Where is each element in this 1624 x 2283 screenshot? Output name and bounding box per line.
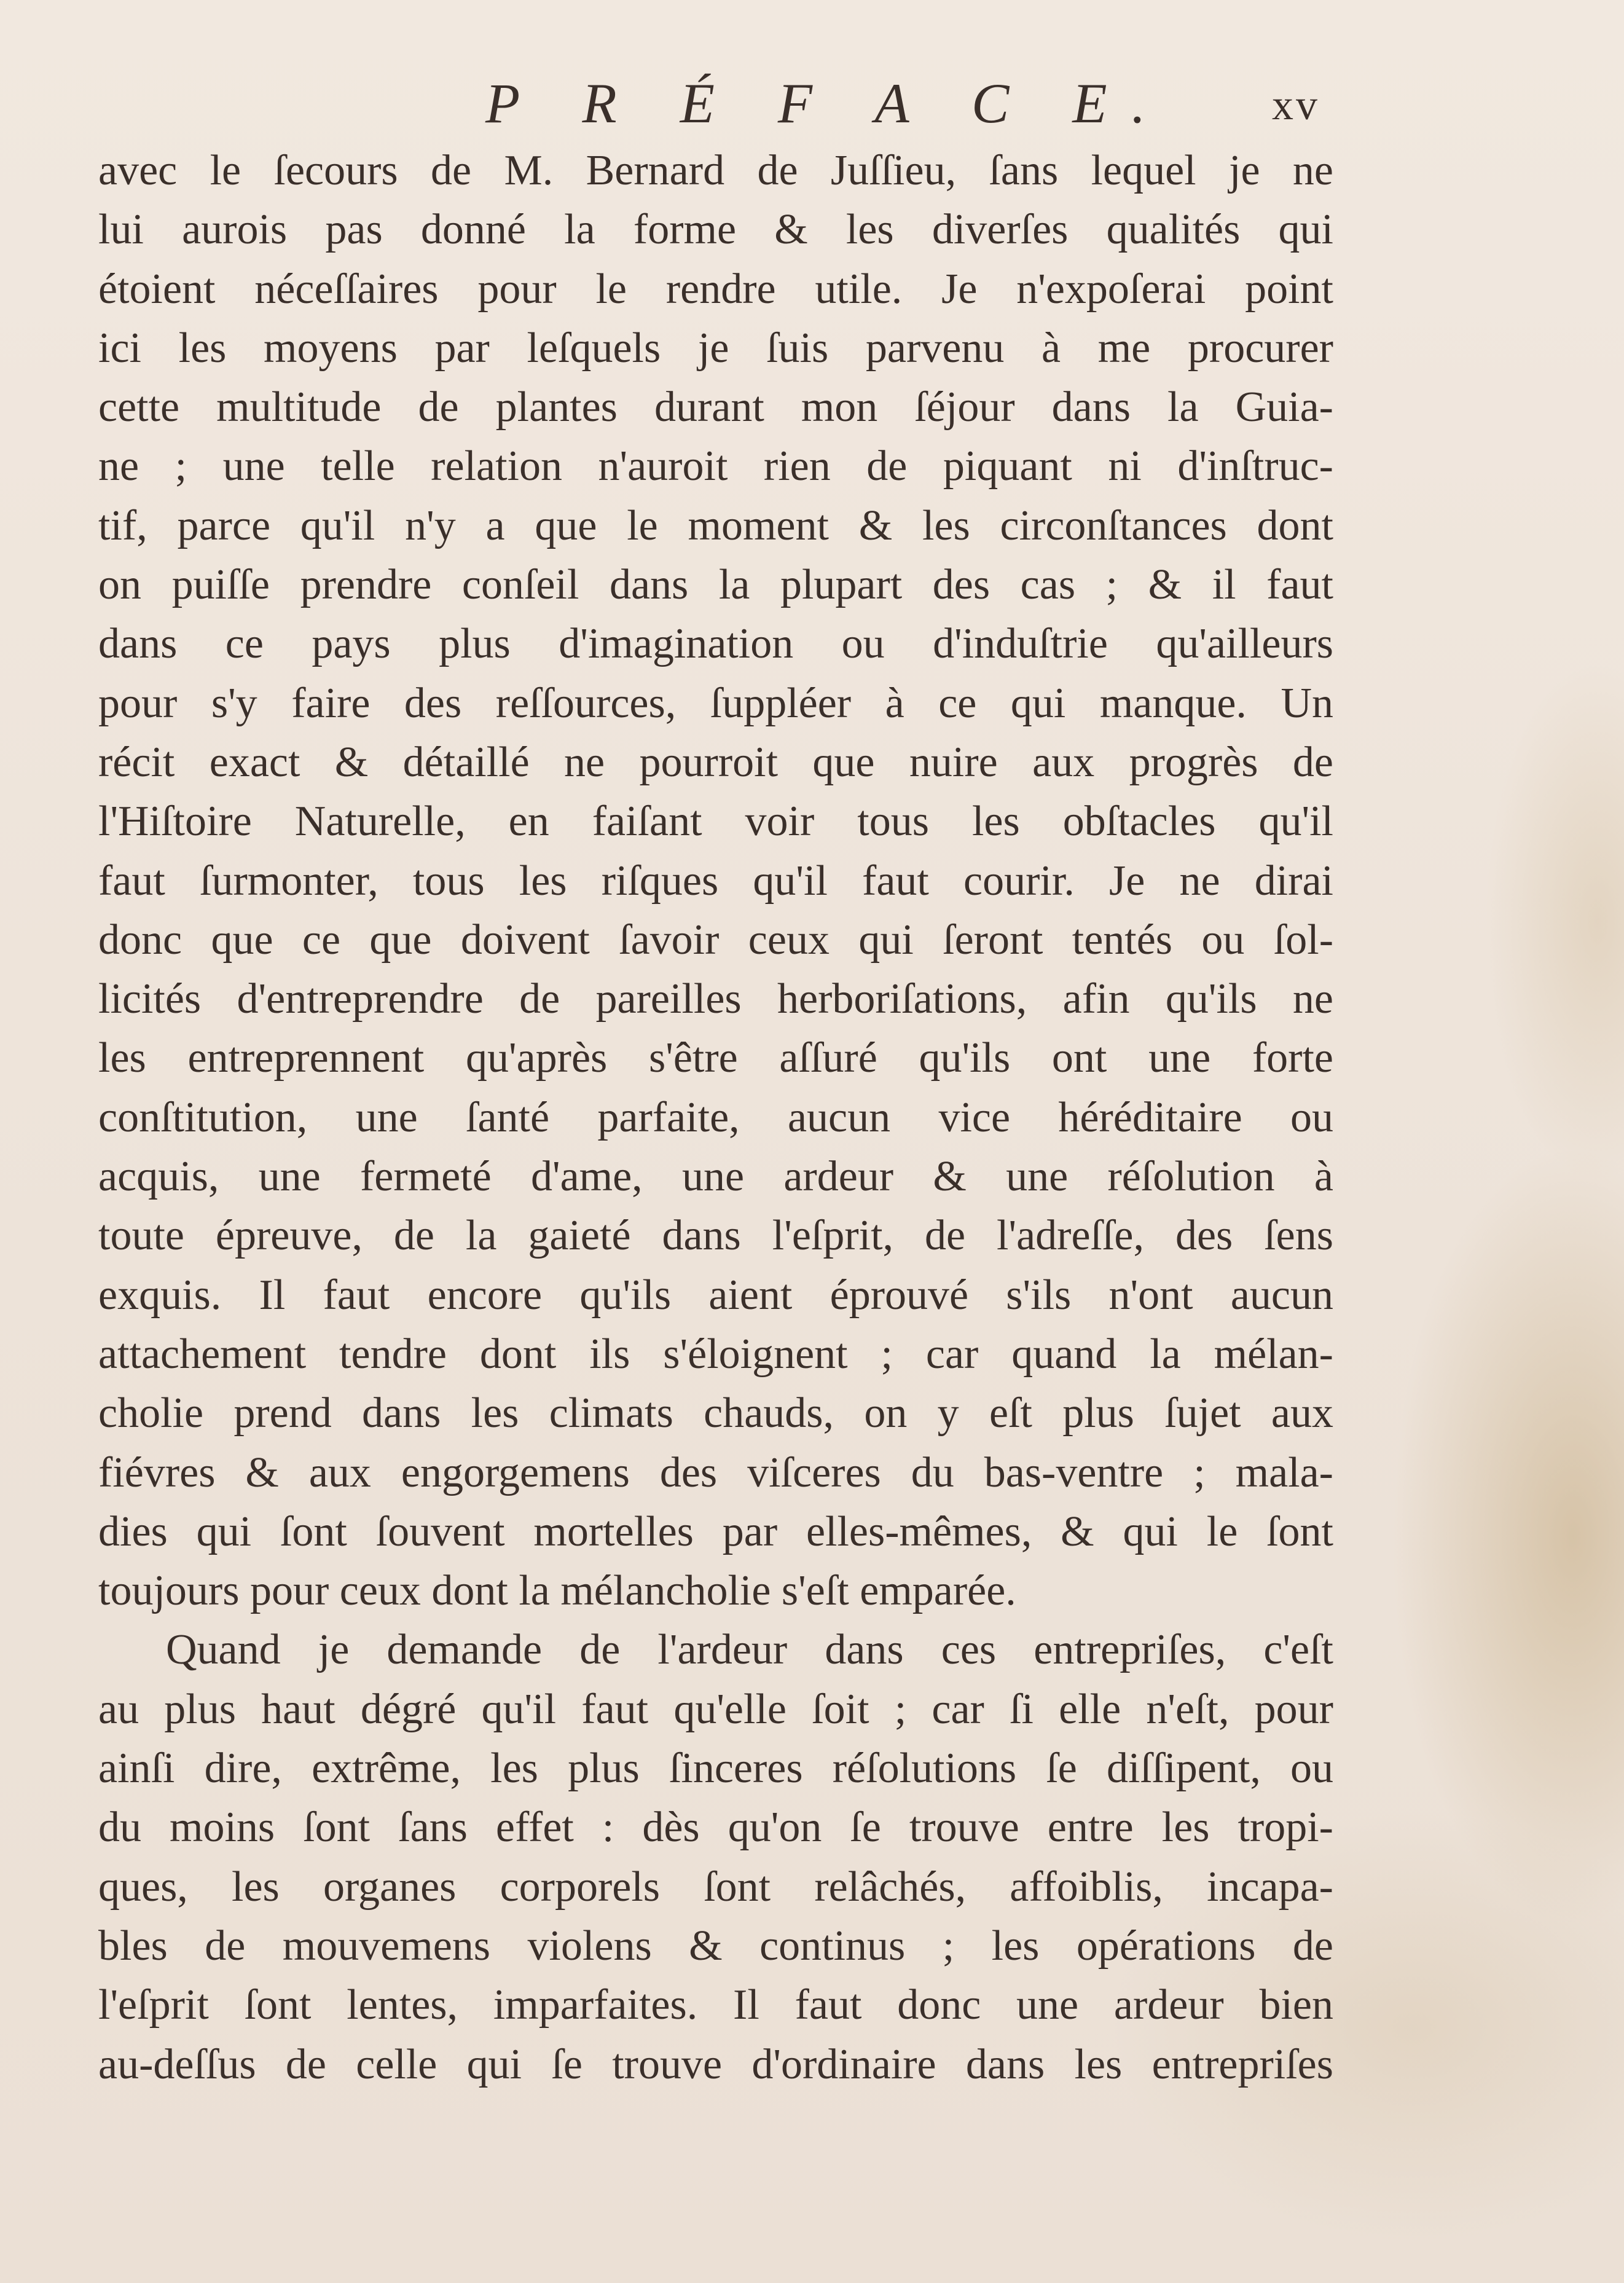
text-line: lui aurois pas donné la forme & les diverſes qualités qui: [98, 206, 1333, 254]
text-line: Quand je demande de l'ardeur dans ces entrepriſes, c'eſt: [166, 1626, 1333, 1674]
text-line: dies qui ſont ſouvent mortelles par elles-mêmes, & qui le ſont: [98, 1507, 1333, 1555]
text-line: avec le ſecours de M. Bernard de Juſſieu, ſans lequel je ne: [98, 147, 1333, 194]
body-text: [98, 141, 1333, 2094]
text-line: exquis. Il faut encore qu'ils aient éprouvé s'ils n'ont aucun: [98, 1271, 1333, 1319]
text-line: acquis, une fermeté d'ame, une ardeur & une réſolution à: [98, 1153, 1333, 1201]
text-line: cholie prend dans les climats chauds, on y eſt plus ſujet aux: [98, 1389, 1333, 1437]
text-line: on puiſſe prendre conſeil dans la plupart des cas ; & il faut: [98, 561, 1333, 609]
text-line: conſtitution, une ſanté parfaite, aucun vice héréditaire ou: [98, 1093, 1333, 1141]
text-line: récit exact & détaillé ne pourroit que nuire aux progrès de: [98, 738, 1333, 786]
text-line: faut ſurmonter, tous les riſques qu'il faut courir. Je ne dirai: [98, 857, 1333, 905]
text-line: ici les moyens par leſquels je ſuis parvenu à me procurer: [98, 324, 1333, 372]
text-line: l'eſprit ſont lentes, imparfaites. Il faut donc une ardeur bien: [98, 1981, 1333, 2029]
text-line: cette multitude de plantes durant mon ſéjour dans la Guia-: [98, 383, 1333, 431]
text-line: du moins ſont ſans effet : dès qu'on ſe trouve entre les tropi-: [98, 1804, 1333, 1852]
page-number: xv: [1272, 82, 1320, 129]
text-line: ainſi dire, extrême, les plus ſinceres réſolutions ſe diſſipent, ou: [98, 1745, 1333, 1793]
text-line: l'Hiſtoire Naturelle, en faiſant voir tous les obſtacles qu'il: [98, 798, 1333, 846]
running-head: [0, 66, 1624, 140]
text-line: au-deſſus de celle qui ſe trouve d'ordinaire dans les entrepriſes: [98, 2040, 1333, 2088]
text-line: ques, les organes corporels ſont relâchés, affoiblis, incapa-: [98, 1863, 1333, 1911]
text-line: attachement tendre dont ils s'éloignent ; car quand la mélan-: [98, 1330, 1333, 1378]
text-line: toute épreuve, de la gaieté dans l'eſprit, de l'adreſſe, des ſens: [98, 1212, 1333, 1260]
text-line: fiévres & aux engorgemens des viſceres du bas-ventre ; mala-: [98, 1448, 1333, 1496]
text-line: ne ; une telle relation n'auroit rien de piquant ni d'inſtruc-: [98, 442, 1333, 490]
text-line: donc que ce que doivent ſavoir ceux qui ſeront tentés ou ſol-: [98, 916, 1333, 964]
page-title: P R É F A C E.: [485, 72, 1171, 135]
text-line: toujours pour ceux dont la mélancholie s'eſt emparée.: [98, 1567, 1016, 1615]
text-line: bles de mouvemens violens & continus ; les opérations de: [98, 1922, 1333, 1970]
text-line: tif, parce qu'il n'y a que le moment & les circonſtances dont: [98, 501, 1333, 549]
paragraph-1: [98, 141, 1333, 1621]
paragraph-2: [98, 1621, 1333, 2094]
text-line: pour s'y faire des reſſources, ſuppléer à ce qui manque. Un: [98, 679, 1333, 727]
text-line: étoient néceſſaires pour le rendre utile. Je n'expoſerai point: [98, 265, 1333, 313]
text-line: au plus haut dégré qu'il faut qu'elle ſoit ; car ſi elle n'eſt, pour: [98, 1685, 1333, 1733]
text-line: licités d'entreprendre de pareilles herboriſations, afin qu'ils ne: [98, 975, 1333, 1023]
text-line: les entreprennent qu'après s'être aſſuré qu'ils ont une forte: [98, 1034, 1333, 1082]
text-line: dans ce pays plus d'imagination ou d'induſtrie qu'ailleurs: [98, 620, 1333, 668]
